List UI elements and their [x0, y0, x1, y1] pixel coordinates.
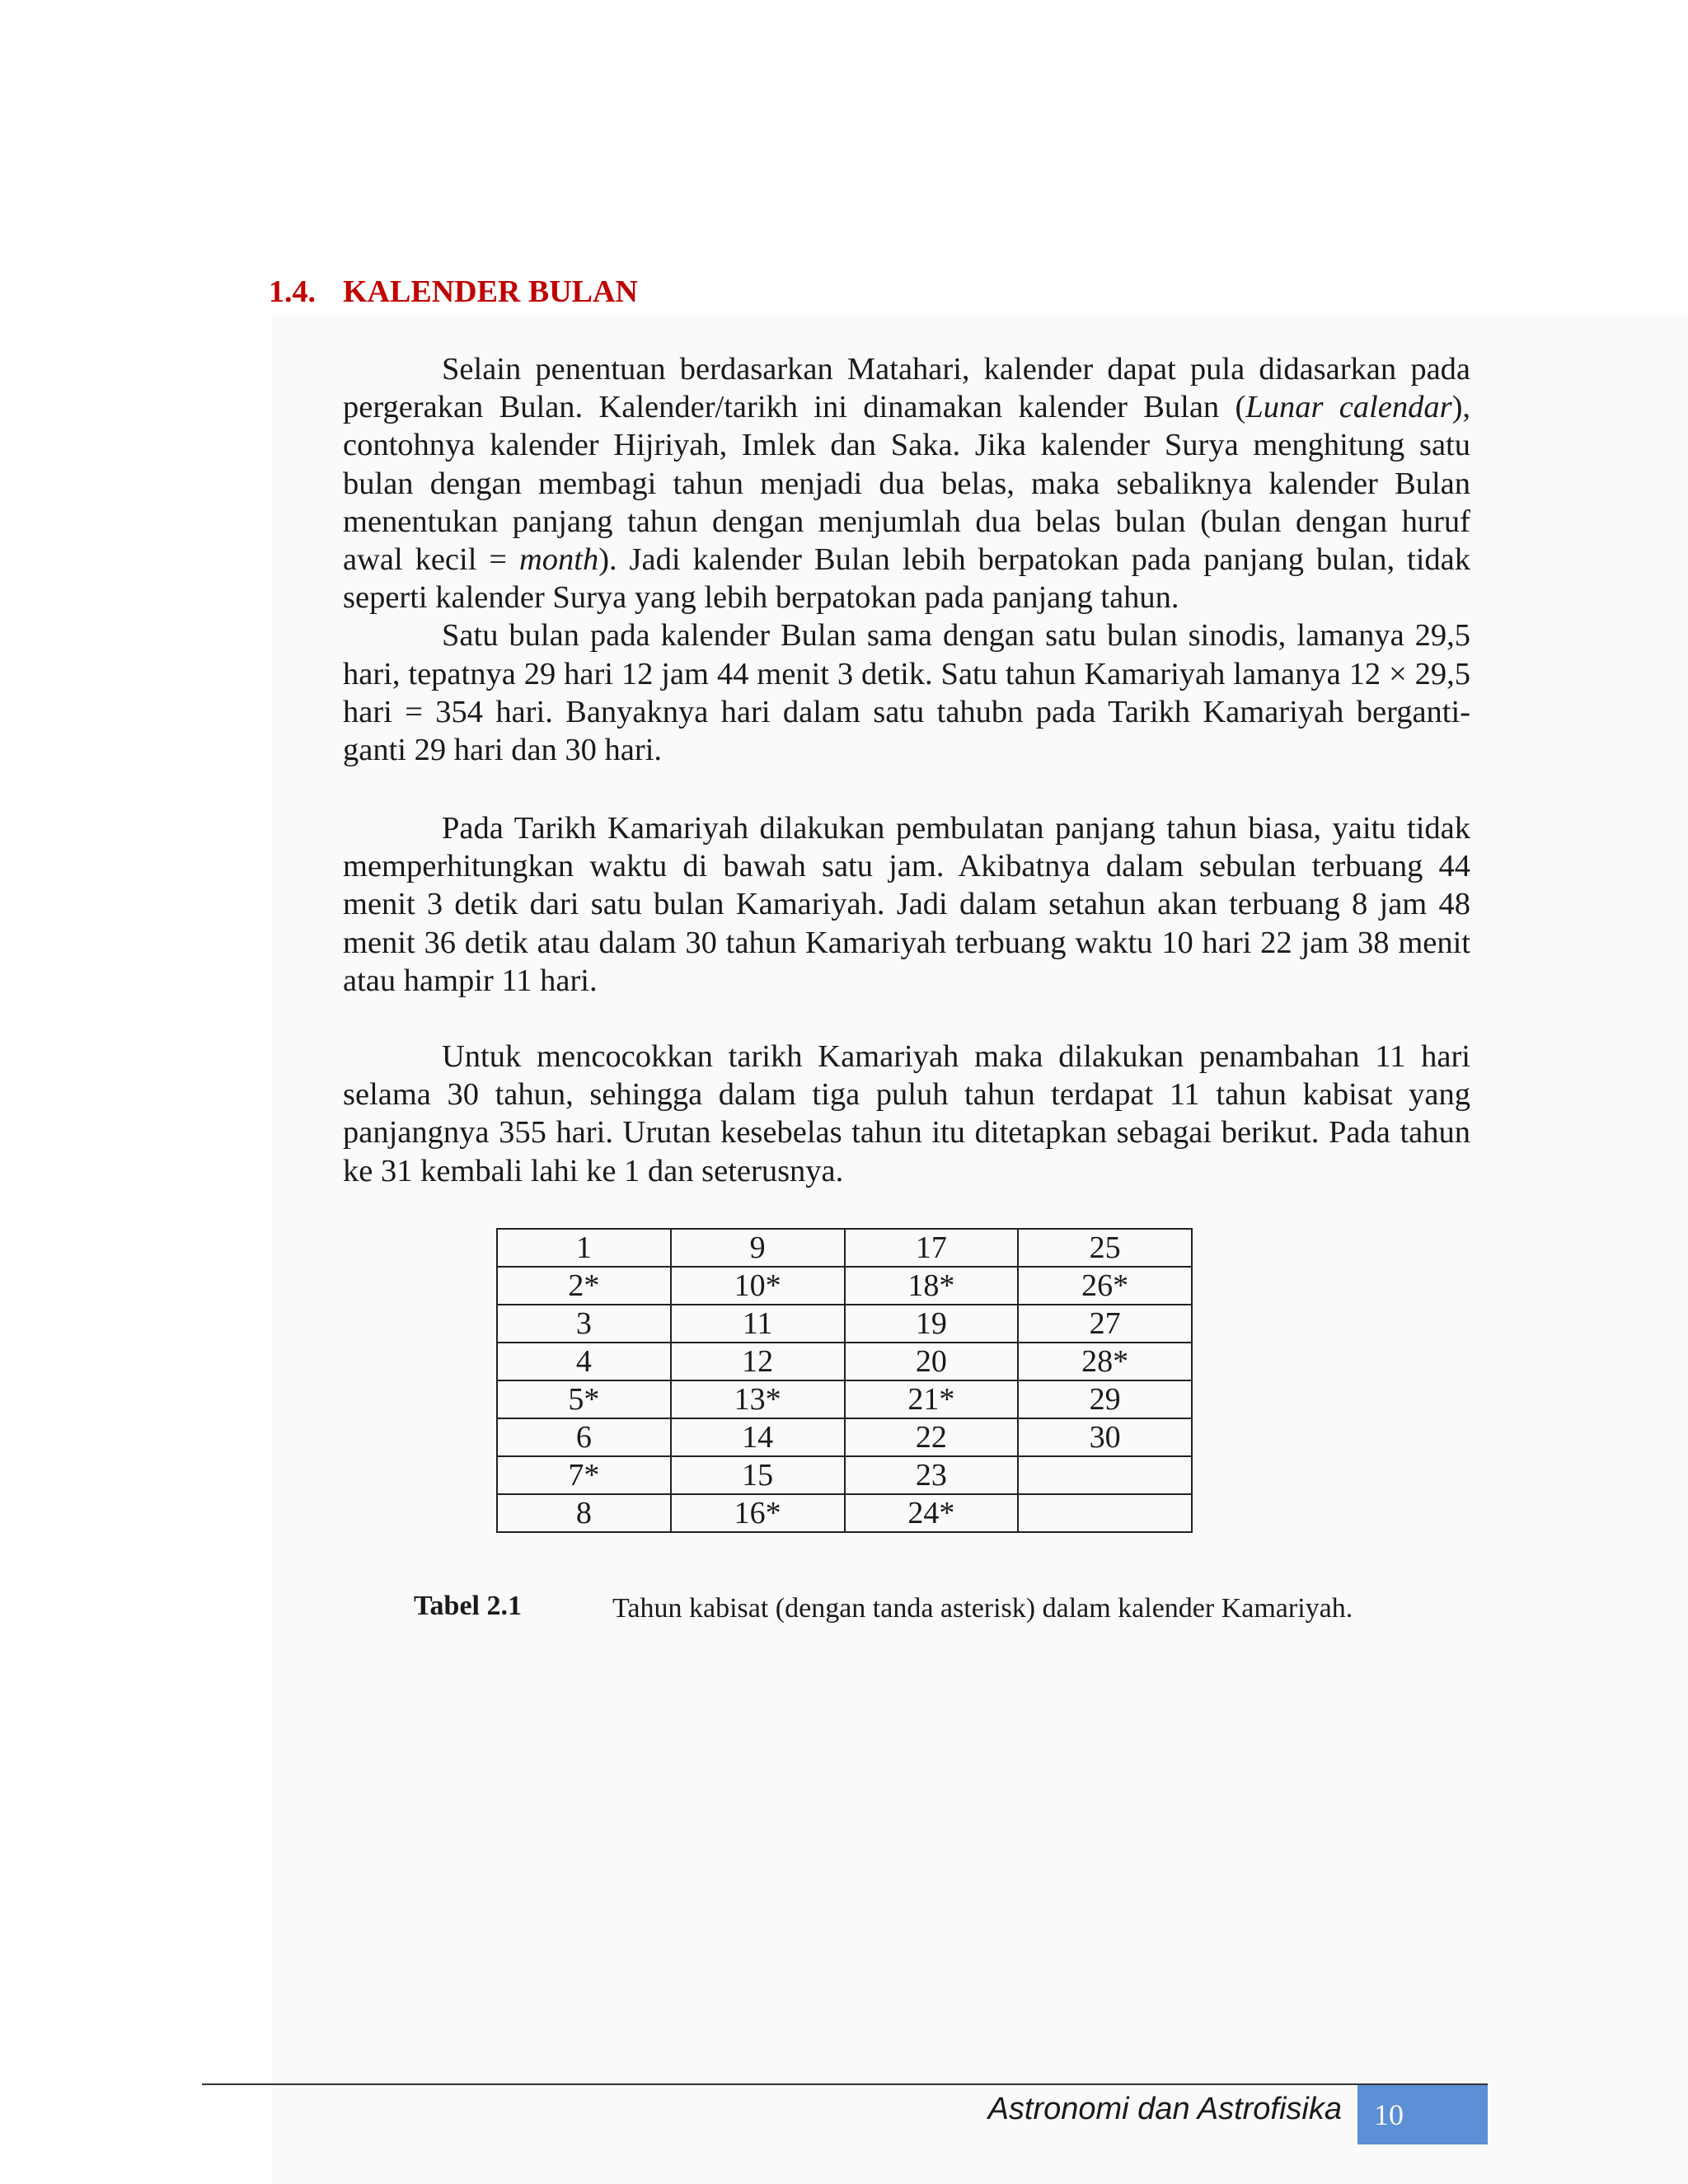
- table-cell: 9: [671, 1229, 845, 1267]
- table-cell: 19: [845, 1305, 1019, 1343]
- table-cell: 17: [845, 1229, 1019, 1267]
- table-cell: 12: [671, 1343, 845, 1380]
- page-number: 10: [1357, 2085, 1488, 2144]
- table-cell: 13*: [671, 1380, 845, 1418]
- paragraph-leap-years: Untuk mencocokkan tarikh Kamariyah maka dilakukan penambahan 11 hari selama 30 tahun, sehingga dalam tiga puluh tahun terdapat 11 tahun kabisat yang panjangnya 355 hari. Urutan kesebelas tahun itu ditetapkan sebagai berikut. Pada tahun ke 31 kembali lahi ke 1 dan seterusnya.: [343, 1039, 1470, 1188]
- table-cell: 18*: [845, 1267, 1019, 1305]
- table-cell: [1018, 1494, 1192, 1532]
- table-cell: 16*: [671, 1494, 845, 1532]
- table-row: [497, 1343, 1192, 1380]
- table-cell: 21*: [845, 1380, 1019, 1418]
- table-cell: 5*: [497, 1380, 671, 1418]
- table-cell: 1: [497, 1229, 671, 1267]
- table-cell: 4: [497, 1343, 671, 1380]
- table-row: [497, 1494, 1192, 1532]
- table-cell: 2*: [497, 1267, 671, 1305]
- table-cell: 14: [671, 1418, 845, 1456]
- section-number: 1.4.: [269, 274, 316, 309]
- table-cell: 3: [497, 1305, 671, 1343]
- section-title: KALENDER BULAN: [343, 274, 638, 309]
- table-cell: 20: [845, 1343, 1019, 1380]
- table-cell: 15: [671, 1456, 845, 1494]
- paragraph-synodic-month: Satu bulan pada kalender Bulan sama dengan satu bulan sinodis, lamanya 29,5 hari, tepatnya 29 hari 12 jam 44 menit 3 detik. Satu tahun Kamariyah lamanya 12 × 29,5 hari = 354 hari. Banyaknya hari dalam satu tahubn pada Tarikh Kamariyah berganti-ganti 29 hari dan 30 hari.: [343, 618, 1470, 768]
- leap-year-table: [496, 1228, 1193, 1533]
- table-cell: [1018, 1456, 1192, 1494]
- table-row: [497, 1305, 1192, 1343]
- table-cell: 7*: [497, 1456, 671, 1494]
- table-cell: 11: [671, 1305, 845, 1343]
- table-row: [497, 1456, 1192, 1494]
- table-cell: 10*: [671, 1267, 845, 1305]
- italic-term: Lunar calendar: [1245, 390, 1452, 425]
- table-cell: 22: [845, 1418, 1019, 1456]
- paragraph-lunar-calendar: Selain penentuan berdasarkan Matahari, kalender dapat pula didasarkan pada pergerakan Bulan. Kalender/tarikh ini dinamakan kalender Bulan (Lunar calendar), contohnya kalender Hijriyah, Imlek dan Saka. Jika kalender Surya menghitung satu bulan dengan membagi tahun menjadi dua belas, maka sebaliknya kalender Bulan menentukan panjang tahun dengan menjumlah dua belas bulan (bulan dengan huruf awal kecil = month). Jadi kalender Bulan lebih berpatokan pada panjang bulan, tidak seperti kalender Surya yang lebih berpatokan pada panjang tahun. Satu bulan pada kalender Bulan sama dengan satu bulan sinodis, lamanya 29,5 hari, tepatnya 29 hari 12 jam 44 menit 3 detik. Satu tahun Kamariyah lamanya 12 × 29,5 hari = 354 hari. Banyaknya hari dalam satu tahubn pada Tarikh Kamariyah berganti-ganti 29 hari dan 30 hari.: [343, 352, 1471, 768]
- footer-book-title: Astronomi dan Astrofisika: [987, 2092, 1342, 2126]
- table-row: [497, 1380, 1192, 1418]
- paragraph-rounding: Pada Tarikh Kamariyah dilakukan pembulatan panjang tahun biasa, yaitu tidak memperhitungkan waktu di bawah satu jam. Akibatnya dalam sebulan terbuang 44 menit 3 detik dari satu bulan Kamariyah. Jadi dalam setahun akan terbuang 8 jam 48 menit 36 detik atau dalam 30 tahun Kamariyah terbuang waktu 10 hari 22 jam 38 menit atau hampir 11 hari.: [343, 811, 1470, 998]
- table-cell: 6: [497, 1418, 671, 1456]
- table-row: [497, 1418, 1192, 1456]
- table-cell: 23: [845, 1456, 1019, 1494]
- table-row: [497, 1229, 1192, 1267]
- section-heading: [269, 274, 638, 310]
- table-cell: 29: [1018, 1380, 1192, 1418]
- table-cell: 30: [1018, 1418, 1192, 1456]
- table-cell: 27: [1018, 1305, 1192, 1343]
- table-row: [497, 1267, 1192, 1305]
- table-caption-label: Tabel 2.1: [414, 1591, 523, 1621]
- table-cell: 28*: [1018, 1343, 1192, 1380]
- table-cell: 26*: [1018, 1267, 1192, 1305]
- italic-term: month: [518, 542, 599, 578]
- footer-divider: [202, 2083, 1488, 2085]
- table-cell: 8: [497, 1494, 671, 1532]
- table-cell: 25: [1018, 1229, 1192, 1267]
- table-caption-text: Tahun kabisat (dengan tanda asterisk) dalam kalender Kamariyah.: [612, 1593, 1353, 1624]
- table-cell: 24*: [845, 1494, 1019, 1532]
